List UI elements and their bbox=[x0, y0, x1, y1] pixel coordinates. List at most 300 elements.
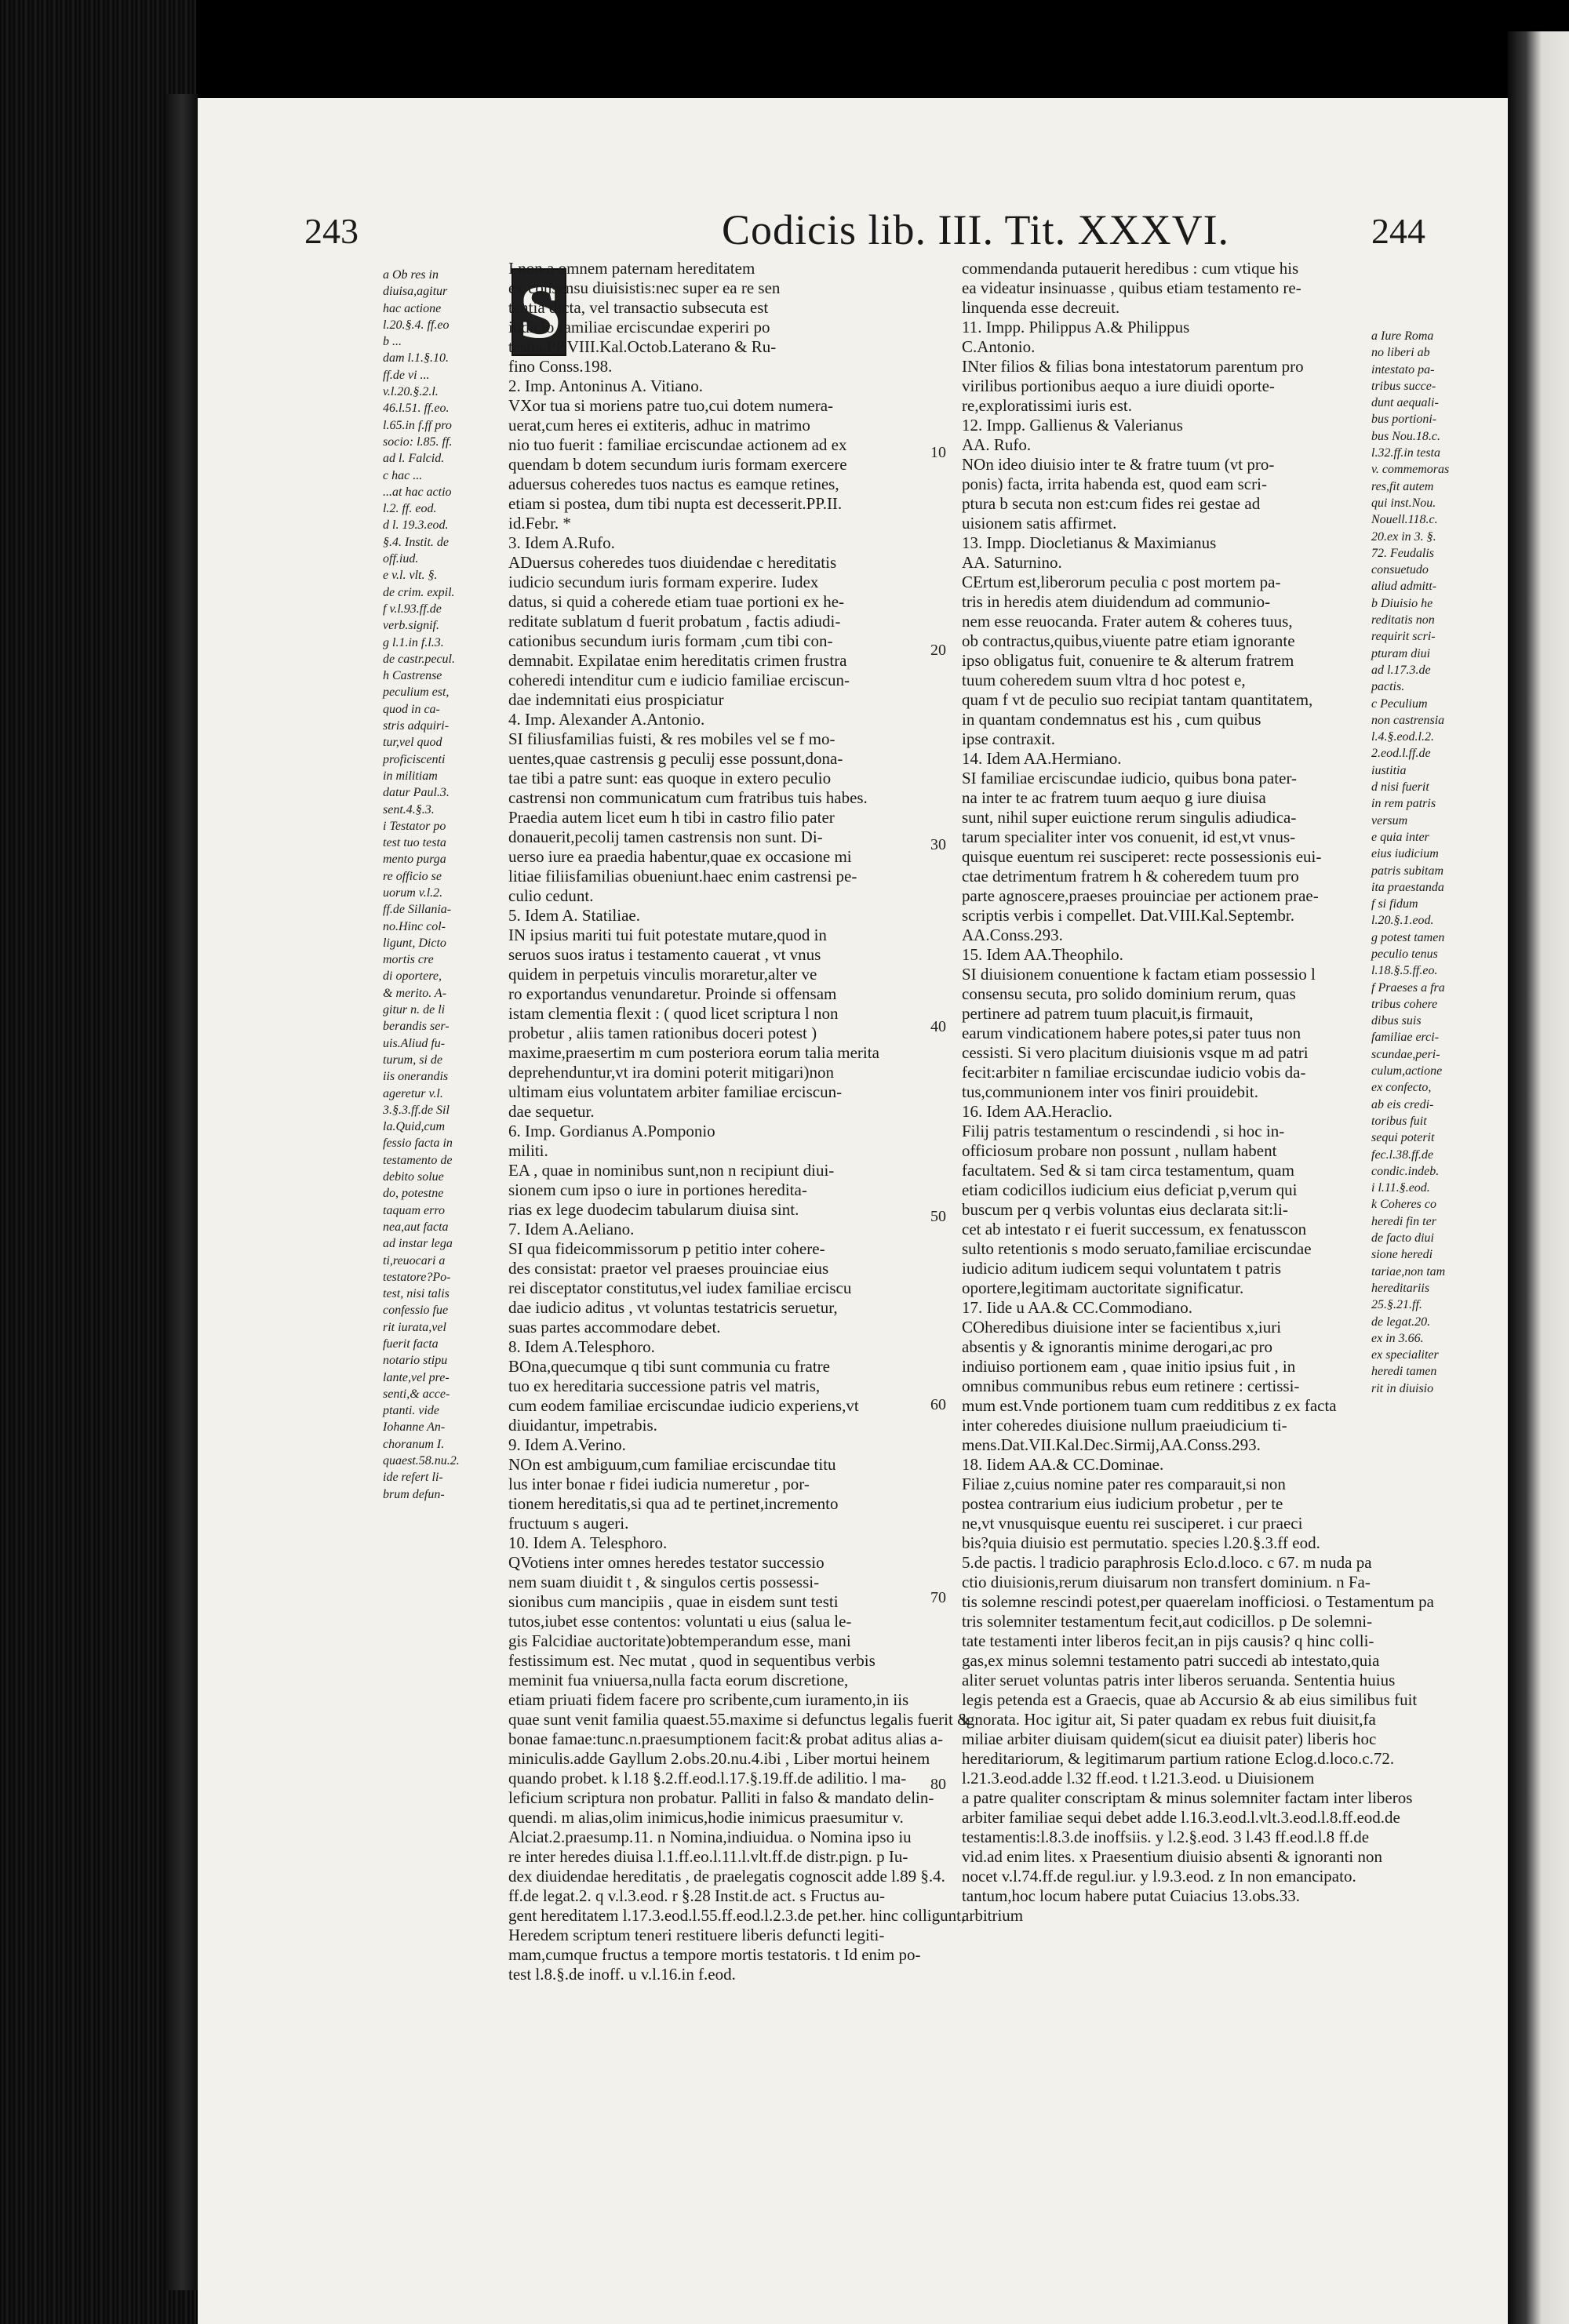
text-line: 7. Idem A.Aeliano. bbox=[508, 1220, 635, 1238]
text-line: facultatem. Sed & si tam circa testamentum, quam bbox=[962, 1161, 1294, 1180]
margin-note-line: bus Nou.18.c. bbox=[1371, 429, 1440, 443]
text-line: 10. Idem A. Telesphoro. bbox=[508, 1533, 668, 1552]
text-line: militi. bbox=[508, 1141, 548, 1160]
margin-note-line: quaest.58.nu.2. bbox=[383, 1454, 460, 1468]
text-line: uisionem satis affirmet. bbox=[962, 514, 1117, 533]
text-line: COheredibus diuisione inter se facientibus x,iuri bbox=[962, 1318, 1282, 1337]
margin-note-line: ligunt, Dicto bbox=[383, 936, 446, 950]
margin-note-line: culum,actione bbox=[1371, 1064, 1443, 1078]
margin-note-line: hac actione bbox=[383, 301, 442, 315]
text-line: meminit fua vniuersa,nulla facta eorum discretione, bbox=[508, 1671, 849, 1689]
text-line: SI diuisionem conuentione k factam etiam possessio l bbox=[962, 965, 1316, 984]
left-text-column bbox=[508, 259, 1026, 1984]
margin-note-line: d l. 19.3.eod. bbox=[383, 518, 449, 533]
text-line: tus,communionem inter vos finiri prouidebit. bbox=[962, 1082, 1258, 1101]
text-line: 11. Impp. Philippus A.& Philippus bbox=[962, 318, 1190, 336]
line-number: 70 bbox=[930, 1589, 946, 1606]
margin-note-line: rit in diuisio bbox=[1371, 1381, 1434, 1395]
margin-note-line: dunt aequali- bbox=[1371, 396, 1439, 410]
text-line: 18. Iidem AA.& CC.Dominae. bbox=[962, 1455, 1164, 1474]
margin-note-line: non castrensia bbox=[1371, 713, 1445, 727]
margin-note-line: e quia inter bbox=[1371, 830, 1429, 844]
margin-note-line: off.iud. bbox=[383, 552, 419, 566]
margin-note-line: i l.11.§.eod. bbox=[1371, 1181, 1430, 1195]
text-line: cationibus secundum iuris formam ,cum tibi con- bbox=[508, 631, 833, 650]
text-line: castrensi non communicatum cum fratribus tuis habes. bbox=[508, 788, 868, 807]
margin-note-line: uis.Aliud fu- bbox=[383, 1036, 446, 1050]
margin-note-line: ide refert li- bbox=[383, 1471, 443, 1485]
margin-note-line: 20.ex in 3. §. bbox=[1371, 529, 1436, 544]
margin-note-line: iustitia bbox=[1371, 763, 1407, 777]
text-line: litiae filiisfamilias obueniunt.haec enim castrensi pe- bbox=[508, 867, 857, 886]
text-line: NOn est ambiguum,cum familiae erciscundae titu bbox=[508, 1455, 836, 1474]
text-line: linquenda esse decreuit. bbox=[962, 298, 1120, 317]
margin-note-line: rit iurata,vel bbox=[383, 1320, 446, 1334]
margin-note-line: choranum I. bbox=[383, 1437, 445, 1451]
margin-note-line: f si fidum bbox=[1371, 897, 1418, 911]
margin-note-line: l.65.in f.ff pro bbox=[383, 418, 452, 432]
margin-note-line: toribus fuit bbox=[1371, 1114, 1427, 1128]
text-line: postea contrarium eius iudicium probetur , per te bbox=[962, 1494, 1283, 1513]
text-line: bonae famae:tunc.n.praesumptionem facit:& probat aditus alias a- bbox=[508, 1729, 943, 1748]
margin-note-line: debito solue bbox=[383, 1170, 444, 1184]
text-line: a patre qualiter conscriptam & minus solemniter factam inter liberos bbox=[962, 1788, 1413, 1807]
margin-note-line: ab eis credi- bbox=[1371, 1097, 1434, 1111]
decorated-initial: S bbox=[511, 268, 566, 356]
text-line: tate testamenti inter liberos fecit,an in pijs causis? q hinc colli- bbox=[962, 1631, 1374, 1650]
margin-note-line: datur Paul.3. bbox=[383, 786, 450, 800]
text-line: reditate sublatum d fuerit probatum , factis adiudi- bbox=[508, 612, 841, 631]
text-line: 2. Imp. Antoninus A. Vitiano. bbox=[508, 376, 704, 395]
text-line: rei disceptator constitutus,vel iudex familiae erciscu bbox=[508, 1278, 852, 1297]
text-line: 16. Idem AA.Heraclio. bbox=[962, 1102, 1112, 1121]
text-line: deprehenduntur,vt ira domini poterit mitigari)non bbox=[508, 1063, 834, 1082]
text-line: indiuiso portionem eam , quae initio ipsius fuit , in bbox=[962, 1357, 1296, 1376]
text-line: uentes,quae castrensis g peculij esse possunt,dona- bbox=[508, 749, 843, 768]
margin-note-line: k Coheres co bbox=[1371, 1198, 1436, 1212]
margin-note-line: testamento de bbox=[383, 1153, 453, 1167]
margin-note-line: dibus suis bbox=[1371, 1014, 1422, 1028]
margin-note-line: 3.§.3.ff.de Sil bbox=[383, 1103, 450, 1117]
text-line: tis solemne rescindi potest,per quaerelam inofficiosi. o Testamentum pa bbox=[962, 1592, 1434, 1611]
text-line: arbiter familiae sequi debet adde l.16.3.eod.l.vlt.3.eod.l.8.ff.eod.de bbox=[962, 1808, 1400, 1827]
text-line: testamentis:l.8.3.de inoffsiis. y l.2.§.eod. 3 l.43 ff.eod.l.8 ff.de bbox=[962, 1828, 1370, 1846]
text-line: mam,cumque fructus a tempore mortis testatoris. t Id enim po- bbox=[508, 1945, 921, 1964]
text-line: NOn ideo diuisio inter te & fratre tuum (vt pro- bbox=[962, 455, 1275, 474]
text-line: tuo ex hereditaria successione patris vel matris, bbox=[508, 1377, 821, 1395]
line-number: 50 bbox=[930, 1208, 946, 1225]
margin-note-line: de castr.pecul. bbox=[383, 652, 455, 666]
margin-note-line: fec.l.38.ff.de bbox=[1371, 1147, 1434, 1162]
text-line: etiam codicillos iudicium eius deficiat p,verum qui bbox=[962, 1180, 1298, 1199]
text-line: ea videatur insinuasse , quibus etiam testamento re- bbox=[962, 278, 1301, 297]
text-line: omnibus communibus rebus eum retinere : certissi- bbox=[962, 1377, 1300, 1395]
text-line: arbitrium bbox=[962, 1906, 1024, 1925]
margin-note-line: tribus succe- bbox=[1371, 379, 1436, 393]
margin-note-line: mortis cre bbox=[383, 953, 434, 967]
margin-note-line: pactis. bbox=[1371, 680, 1405, 694]
margin-note-line: requirit scri- bbox=[1371, 630, 1436, 644]
text-line: tionem hereditatis,si qua ad te pertinet,incremento bbox=[508, 1494, 839, 1513]
text-line: probetur , aliis tamen rationibus doceri potest ) bbox=[508, 1024, 817, 1042]
margin-note-line: b ... bbox=[383, 335, 402, 349]
text-line: fino Conss.198. bbox=[508, 357, 613, 376]
text-line: pertinere ad patrem tuum placuit,is firmauit, bbox=[962, 1004, 1254, 1023]
margin-note-line: bus portioni- bbox=[1371, 413, 1437, 427]
text-line: Filij patris testamentum o rescindendi , si hoc in- bbox=[962, 1122, 1285, 1140]
text-line: quam f vt de peculio suo recipiat tantam quantitatem, bbox=[962, 690, 1313, 709]
text-line: ponis) facta, irrita habenda est, quod eam scri- bbox=[962, 475, 1267, 493]
margin-note-line: ad l. Falcid. bbox=[383, 452, 445, 466]
text-line: bis?quia diuisio est permutatio. species l.20.§.3.ff eod. bbox=[962, 1533, 1320, 1552]
text-line: absentis y & ignorantis minime derogari,ac pro bbox=[962, 1337, 1272, 1356]
text-line: 14. Idem AA.Hermiano. bbox=[962, 749, 1122, 768]
text-line: C.Antonio. bbox=[962, 337, 1036, 356]
margin-note-line: ...at hac actio bbox=[383, 485, 452, 499]
text-line: fructuum s augeri. bbox=[508, 1514, 629, 1533]
margin-note-line: fessio facta in bbox=[383, 1137, 453, 1151]
margin-note-line: senti,& acce- bbox=[383, 1387, 450, 1401]
line-number: 80 bbox=[930, 1776, 946, 1793]
text-line: tutos,iubet esse contentos: voluntati u eius (salua le- bbox=[508, 1612, 852, 1631]
text-line: re,exploratissimi iuris est. bbox=[962, 396, 1132, 415]
margin-note-line: testatore?Po- bbox=[383, 1270, 451, 1284]
text-line: tarum specialiter inter vos conuenit, id est,vt vnus- bbox=[962, 827, 1296, 846]
margin-note-line: e v.l. vlt. §. bbox=[383, 569, 438, 583]
text-line: iudicio secundum iuris formam experire. Iudex bbox=[508, 573, 819, 591]
margin-note-line: l.18.§.5.ff.eo. bbox=[1371, 964, 1438, 978]
text-line: festissimum est. Nec mutat , quod in sequentibus verbis bbox=[508, 1651, 876, 1670]
text-line: inter coheredes diuisione nullum praeiudicium ti- bbox=[962, 1416, 1287, 1435]
text-line: test l.8.§.de inoff. u v.l.16.in f.eod. bbox=[508, 1965, 736, 1984]
text-line: miniculis.adde Gayllum 2.obs.20.nu.4.ibi , Liber mortui heinem bbox=[508, 1749, 930, 1768]
text-line: 9. Idem A.Verino. bbox=[508, 1435, 626, 1454]
margin-note-line: Iohanne An- bbox=[383, 1420, 446, 1435]
text-line: tentia dicta, vel transactio subsecuta est bbox=[508, 298, 769, 317]
text-line: maxime,praesertim m cum posteriora eorum talia merita bbox=[508, 1043, 879, 1062]
text-line: etiam si postea, dum tibi nupta est decesserit.PP.II. bbox=[508, 494, 843, 513]
text-line: sionem cum ipso o iure in portiones heredita- bbox=[508, 1180, 807, 1199]
text-line: des consistat: praetor vel praeses prouinciae eius bbox=[508, 1259, 829, 1278]
margin-note-line: ageretur v.l. bbox=[383, 1086, 443, 1100]
margin-note-line: g potest tamen bbox=[1371, 930, 1445, 944]
margin-note-line: tur,vel quod bbox=[383, 736, 442, 750]
text-line: ptura b secuta non est:cum fides rei gestae ad bbox=[962, 494, 1261, 513]
text-line: earum vindicationem habere potes,si pater tuus non bbox=[962, 1024, 1301, 1042]
line-number: 40 bbox=[930, 1018, 946, 1035]
margin-note-line: peculium est, bbox=[383, 686, 450, 700]
text-line: sionibus cum mancipiis , quae in eisdem sunt testi bbox=[508, 1592, 839, 1611]
text-line: 8. Idem A.Telesphoro. bbox=[508, 1337, 655, 1356]
text-line: vid.ad enim lites. x Praesentium diuisio absenti & ignoranti non bbox=[962, 1847, 1383, 1866]
text-line: SI qua fideicommissorum p petitio inter cohere- bbox=[508, 1239, 825, 1258]
text-line: ctio diuisionis,rerum diuisarum non transfert dominium. n Fa- bbox=[962, 1573, 1371, 1591]
margin-note-line: c Peculium bbox=[1371, 696, 1428, 711]
margin-note-line: Nouell.118.c. bbox=[1371, 513, 1438, 527]
text-line: EA , quae in nominibus sunt,non n recipiunt diui- bbox=[508, 1161, 835, 1180]
text-line: ultimam eius voluntatem arbiter familiae erciscun- bbox=[508, 1082, 843, 1101]
text-line: consensu secuta, pro solido dominium rerum, quas bbox=[962, 984, 1296, 1003]
margin-note-line: sent.4.§.3. bbox=[383, 802, 435, 816]
margin-note-line: reditatis non bbox=[1371, 613, 1435, 627]
margin-note-line: ex in 3.66. bbox=[1371, 1331, 1424, 1345]
margin-note-line: no liberi ab bbox=[1371, 346, 1430, 360]
margin-note-line: heredi fin ter bbox=[1371, 1214, 1436, 1228]
margin-note-line: in militiam bbox=[383, 769, 438, 783]
margin-note-line: ad instar lega bbox=[383, 1237, 453, 1251]
margin-note-line: res,fit autem bbox=[1371, 479, 1434, 493]
text-line: etiam priuati fidem facere pro scribente,cum iuramento,in iis bbox=[508, 1690, 909, 1709]
margin-note-line: notario stipu bbox=[383, 1354, 448, 1368]
text-line: cessisti. Si vero placitum diuisionis vsque m ad patri bbox=[962, 1043, 1309, 1062]
text-line: nem esse reuocanda. Frater autem & coheres tuus, bbox=[962, 612, 1293, 631]
text-line: 12. Impp. Gallienus & Valerianus bbox=[962, 416, 1183, 435]
text-line: gas,ex minus solemni testamento patri succedi ab intestato,quia bbox=[962, 1651, 1380, 1670]
text-line: ff.de legat.2. q v.l.3.eod. r §.28 Instit.de act. s Fructus au- bbox=[508, 1886, 885, 1905]
text-line: legis petenda est a Graecis, quae ab Accursio & ab eius similibus fuit bbox=[962, 1690, 1418, 1709]
text-line: fecit:arbiter n familiae erciscundae iudicio vobis da- bbox=[962, 1063, 1306, 1082]
margin-note-line: l.20.§.1.eod. bbox=[1371, 914, 1434, 928]
text-line: dae sequetur. bbox=[508, 1102, 595, 1121]
text-line: scriptis verbis i compellet. Dat.VIII.Kal.Septembr. bbox=[962, 906, 1294, 925]
margin-note-line: a Iure Roma bbox=[1371, 329, 1434, 343]
margin-note-line: b Diuisio he bbox=[1371, 596, 1433, 610]
margin-note-line: versum bbox=[1371, 813, 1408, 827]
margin-note-line: v. commemoras bbox=[1371, 463, 1450, 477]
margin-note-line: aliud admitt- bbox=[1371, 580, 1437, 594]
text-line: SI filiusfamilias fuisti, & res mobiles vel se f mo- bbox=[508, 729, 835, 748]
text-line: quando probet. k l.18 §.2.ff.eod.l.17.§.19.ff.de adilitio. l ma- bbox=[508, 1769, 907, 1788]
line-number: 30 bbox=[930, 836, 946, 853]
margin-note-line: tribus cohere bbox=[1371, 997, 1438, 1011]
text-line: iudicio aditum iudicem sequi voluntatem t patris bbox=[962, 1259, 1282, 1278]
margin-note-line: de legat.20. bbox=[1371, 1315, 1431, 1329]
text-line: datus, si quid a coherede etiam tuae portioni ex he- bbox=[508, 592, 845, 611]
text-line: quendi. m alias,olim inimicus,hodie inimicus praesumitur v. bbox=[508, 1808, 904, 1827]
text-line: cet ab intestato r ei fuerit successum, ex fenatusscon bbox=[962, 1220, 1307, 1238]
page-number-left: 243 bbox=[304, 211, 359, 251]
text-line: tantum,hoc locum habere putat Cuiacius 13.obs.33. bbox=[962, 1886, 1300, 1905]
margin-note-line: §.4. Instit. de bbox=[383, 535, 449, 549]
text-line: 6. Imp. Gordianus A.Pomponio bbox=[508, 1122, 715, 1140]
margin-note-line: stris adquiri- bbox=[383, 719, 450, 733]
text-line: leficium scriptura non probatur. Palliti in falso & mandato delin- bbox=[508, 1788, 934, 1807]
text-line: rias ex lege duodecim tabularum diuisa sint. bbox=[508, 1200, 799, 1219]
text-line: ctae detrimentum fratrem h & coheredem tuum pro bbox=[962, 867, 1299, 886]
text-line: mens.Dat.VII.Kal.Dec.Sirmij,AA.Conss.293. bbox=[962, 1435, 1261, 1454]
text-line: 17. Iide u AA.& CC.Commodiano. bbox=[962, 1298, 1192, 1317]
text-line: dex diuidendae hereditatis , de praelegatis cognoscit adde l.89 §.4. bbox=[508, 1867, 945, 1886]
text-line: quidem in perpetuis vinculis moraretur,alter ve bbox=[508, 965, 817, 984]
margin-note-line: f Praeses a fra bbox=[1371, 980, 1445, 995]
text-line: tuum coheredem suum vltra d hoc potest e, bbox=[962, 671, 1246, 689]
margin-note-line: c hac ... bbox=[383, 468, 426, 482]
margin-note-line: de facto diui bbox=[1371, 1231, 1434, 1246]
text-line: dae iudicio aditus , vt voluntas testatricis seruetur, bbox=[508, 1298, 838, 1317]
line-number: 60 bbox=[930, 1396, 946, 1413]
text-line: cum eodem familiae erciscundae iudicio experiens,vt bbox=[508, 1396, 859, 1415]
margin-note-line: heredi tamen bbox=[1371, 1365, 1437, 1379]
text-line: miliae arbiter diuisam quidem(sicut ea diuisit pater) liberis hoc bbox=[962, 1729, 1377, 1748]
margin-note-line: ptanti. vide bbox=[383, 1404, 439, 1418]
text-line: 5.de pactis. l tradicio paraphrosis Eclo.d.loco. c 67. m nuda pa bbox=[962, 1553, 1372, 1572]
text-line: IN ipsius mariti tui fuit potestate mutare,quod in bbox=[508, 926, 827, 944]
text-line: commendanda putauerit heredibus : cum vtique his bbox=[962, 259, 1299, 278]
margin-note-line: sequi poterit bbox=[1371, 1131, 1435, 1145]
margin-note-line: nea,aut facta bbox=[383, 1220, 449, 1234]
margin-note-line: l.2. ff. eod. bbox=[383, 502, 437, 516]
text-line: sunt, nihil super euictione rerum singulis adiudica- bbox=[962, 808, 1297, 827]
margin-note-line: intestato pa- bbox=[1371, 362, 1435, 376]
margin-note-line: sione heredi bbox=[1371, 1248, 1433, 1262]
text-line: 5. Idem A. Statiliae. bbox=[508, 906, 640, 925]
text-line: ipse contraxit. bbox=[962, 729, 1055, 748]
margin-note-line: do, potestne bbox=[383, 1187, 444, 1201]
text-line: 3. Idem A.Rufo. bbox=[508, 533, 615, 552]
margin-note-line: condic.indeb. bbox=[1371, 1164, 1440, 1178]
text-line: dae indemnitati eius prospiciatur bbox=[508, 690, 724, 709]
margin-note-line: verb.signif. bbox=[383, 619, 439, 633]
text-line: in quantam condemnatus est his , cum quibus bbox=[962, 710, 1261, 729]
text-line: quendam b dotem secundum iuris formam exercere bbox=[508, 455, 847, 474]
margin-note-line: h Castrense bbox=[383, 669, 442, 683]
text-line: hereditariorum, & legitimarum partium ratione Eclog.d.loco.c.72. bbox=[962, 1749, 1395, 1768]
margin-note-line: v.l.20.§.2.l. bbox=[383, 385, 439, 399]
text-line: tris in heredis atem diuidendum ad communio- bbox=[962, 592, 1271, 611]
margin-note-line: 46.l.51. ff.eo. bbox=[383, 402, 450, 416]
margin-note-line: fuerit facta bbox=[383, 1337, 439, 1351]
margin-note-line: patris subitam bbox=[1371, 864, 1444, 878]
margin-note-line: quod in ca- bbox=[383, 702, 440, 716]
margin-note-line: hereditariis bbox=[1371, 1281, 1430, 1295]
margin-note-line: l.20.§.4. ff.eo bbox=[383, 318, 450, 332]
margin-note-line: turum, si de bbox=[383, 1053, 442, 1067]
text-line: ne,vt vnusquisque euentu rei susciperet. i cur praeci bbox=[962, 1514, 1303, 1533]
margin-note-line: lante,vel pre- bbox=[383, 1370, 450, 1384]
text-line: 4. Imp. Alexander A.Antonio. bbox=[508, 710, 705, 729]
text-line: BOna,quecumque q tibi sunt communia cu fratre bbox=[508, 1357, 830, 1376]
margin-note-line: gitur n. de li bbox=[383, 1003, 446, 1017]
text-line: diuidantur, impetrabis. bbox=[508, 1416, 657, 1435]
text-line: nocet v.l.74.ff.de regul.iur. y l.9.3.eod. z In non emancipato. bbox=[962, 1867, 1356, 1886]
text-line: sulto retentionis s modo seruato,familiae erciscundae bbox=[962, 1239, 1312, 1258]
text-line: Heredem scriptum teneri restituere liberis defuncti legiti- bbox=[508, 1926, 885, 1944]
margin-note-line: ff.de Sillania- bbox=[383, 903, 452, 917]
text-line: nio tuo fuerit : familiae erciscundae actionem ad ex bbox=[508, 435, 847, 454]
text-line: parte agnoscere,praeses prouinciae per actionem prae- bbox=[962, 886, 1319, 905]
text-line: culio cedunt. bbox=[508, 886, 594, 905]
margin-note-line: di oportere, bbox=[383, 969, 442, 984]
text-line: testis.PP.VIII.Kal.Octob.Laterano & Ru- bbox=[508, 337, 777, 356]
text-line: buscum per q verbis voluntas eius declarata sit:li- bbox=[962, 1200, 1288, 1219]
margin-note-line: pturam diui bbox=[1371, 646, 1431, 660]
text-line: Alciat.2.praesump.11. n Nomina,indiuidua. o Nomina ipso iu bbox=[508, 1828, 912, 1846]
right-margin-notes bbox=[1371, 328, 1509, 1787]
margin-note-line: d nisi fuerit bbox=[1371, 780, 1429, 795]
text-line: na inter te ac fratrem tuum aequo g iure diuisa bbox=[962, 788, 1266, 807]
margin-note-line: consuetudo bbox=[1371, 563, 1429, 577]
text-line: quisque euentum rei susciperet: recte possessionis eui- bbox=[962, 847, 1322, 866]
margin-note-line: ad l.17.3.de bbox=[1371, 663, 1431, 677]
text-line: istam clementia flexit : ( quod licet scriptura l non bbox=[508, 1004, 839, 1023]
text-line: Praedia autem licet eum h tibi in castro filio pater bbox=[508, 808, 835, 827]
text-line: AA. Saturnino. bbox=[962, 553, 1062, 572]
text-line: iudicio familiae erciscundae experiri po bbox=[508, 318, 770, 336]
margin-note-line: 2.eod.l.ff.de bbox=[1371, 747, 1431, 761]
margin-note-line: brum defun- bbox=[383, 1487, 445, 1501]
text-line: demnabit. Expilatae enim hereditatis crimen frustra bbox=[508, 651, 847, 670]
margin-note-line: a Ob res in bbox=[383, 268, 439, 282]
text-line: AA. Rufo. bbox=[962, 435, 1032, 454]
margin-note-line: de crim. expil. bbox=[383, 585, 455, 599]
margin-note-line: in rem patris bbox=[1371, 797, 1436, 811]
margin-note-line: re officio se bbox=[383, 869, 442, 883]
line-number: 20 bbox=[930, 642, 946, 659]
line-number: 10 bbox=[930, 444, 946, 461]
margin-note-line: familiae erci- bbox=[1371, 1031, 1440, 1045]
text-line: SI familiae erciscundae iudicio, quibus bona pater- bbox=[962, 769, 1298, 787]
margin-note-line: confessio fue bbox=[383, 1304, 449, 1318]
margin-note-line: 72. Feudalis bbox=[1371, 546, 1434, 560]
margin-note-line: iis onerandis bbox=[383, 1070, 449, 1084]
text-line: QVotiens inter omnes heredes testator successio bbox=[508, 1553, 825, 1572]
text-line: ADuersus coheredes tuos diuidendae c hereditatis bbox=[508, 553, 837, 572]
text-line: seruos suos iratus i testamento cauerat , vt vnus bbox=[508, 945, 821, 964]
text-line: quae sunt venit familia quaest.55.maxime si defunctus legalis fuerit & bbox=[508, 1710, 970, 1729]
margin-note-line: dam l.1.§.10. bbox=[383, 351, 449, 366]
text-line: ex consensu diuisistis:nec super ea re sen bbox=[508, 278, 781, 297]
text-line: coheredi intenditur cum e iudicio familiae erciscun- bbox=[508, 671, 850, 689]
margin-note-line: diuisa,agitur bbox=[383, 285, 448, 299]
text-line: ob contractus,quibus,viuente patre etiam ignorante bbox=[962, 631, 1295, 650]
margin-note-line: tariae,non tam bbox=[1371, 1264, 1446, 1278]
text-line: 13. Impp. Diocletianus & Maximianus bbox=[962, 533, 1217, 552]
text-line: gis Falcidiae auctoritate)obtemperandum esse, mani bbox=[508, 1631, 851, 1650]
margin-note-line: ti,reuocari a bbox=[383, 1253, 446, 1267]
text-line: ipso obligatus fuit, conuenire te & alterum fratrem bbox=[962, 651, 1294, 670]
margin-note-line: no.Hinc col- bbox=[383, 919, 446, 933]
text-line: I non a omnem paternam hereditatem bbox=[508, 259, 755, 278]
margin-note-line: mento purga bbox=[383, 853, 446, 867]
margin-note-line: uorum v.l.2. bbox=[383, 886, 443, 900]
margin-note-line: & merito. A- bbox=[383, 986, 447, 1000]
margin-note-line: i Testator po bbox=[383, 819, 446, 833]
running-title: Codicis lib. III. Tit. XXXVI. bbox=[722, 206, 1230, 253]
text-line: oportere,legitimam auctoritate significatur. bbox=[962, 1278, 1244, 1297]
next-page-edge bbox=[1508, 31, 1569, 2324]
text-line: l.21.3.eod.adde l.32 ff.eod. t l.21.3.eod. u Diuisionem bbox=[962, 1769, 1315, 1788]
text-line: donauerit,pecolij tamen castrensis non sunt. Di- bbox=[508, 827, 823, 846]
margin-note-line: ex specialiter bbox=[1371, 1348, 1439, 1362]
margin-note-line: la.Quid,cum bbox=[383, 1120, 446, 1134]
margin-note-line: test, nisi talis bbox=[383, 1287, 450, 1301]
margin-note-line: ex confecto, bbox=[1371, 1081, 1432, 1095]
margin-note-line: f v.l.93.ff.de bbox=[383, 602, 442, 616]
text-line: uerso iure ea praedia habentur,quae ex occasione mi bbox=[508, 847, 852, 866]
margin-note-line: berandis ser- bbox=[383, 1020, 450, 1034]
text-line: Filiae z,cuius nomine pater res comparauit,si non bbox=[962, 1475, 1286, 1493]
margin-note-line: taquam erro bbox=[383, 1203, 445, 1217]
text-line: nem suam diuidit t , & singulos certis possessi- bbox=[508, 1573, 820, 1591]
text-line: AA.Conss.293. bbox=[962, 926, 1063, 944]
text-line: id.Febr. * bbox=[508, 514, 571, 533]
text-line: CErtum est,liberorum peculia c post mortem pa- bbox=[962, 573, 1281, 591]
text-line: ignorata. Hoc igitur ait, Si pater quadam ex rebus fuit diuisit,fa bbox=[962, 1710, 1376, 1729]
margin-note-line: eius iudicium bbox=[1371, 847, 1439, 861]
margin-note-line: scundae,peri- bbox=[1371, 1047, 1440, 1061]
text-line: lus inter bonae r fidei iudicia numeretur , por- bbox=[508, 1475, 810, 1493]
text-line: INter filios & filias bona intestatorum parentum pro bbox=[962, 357, 1304, 376]
